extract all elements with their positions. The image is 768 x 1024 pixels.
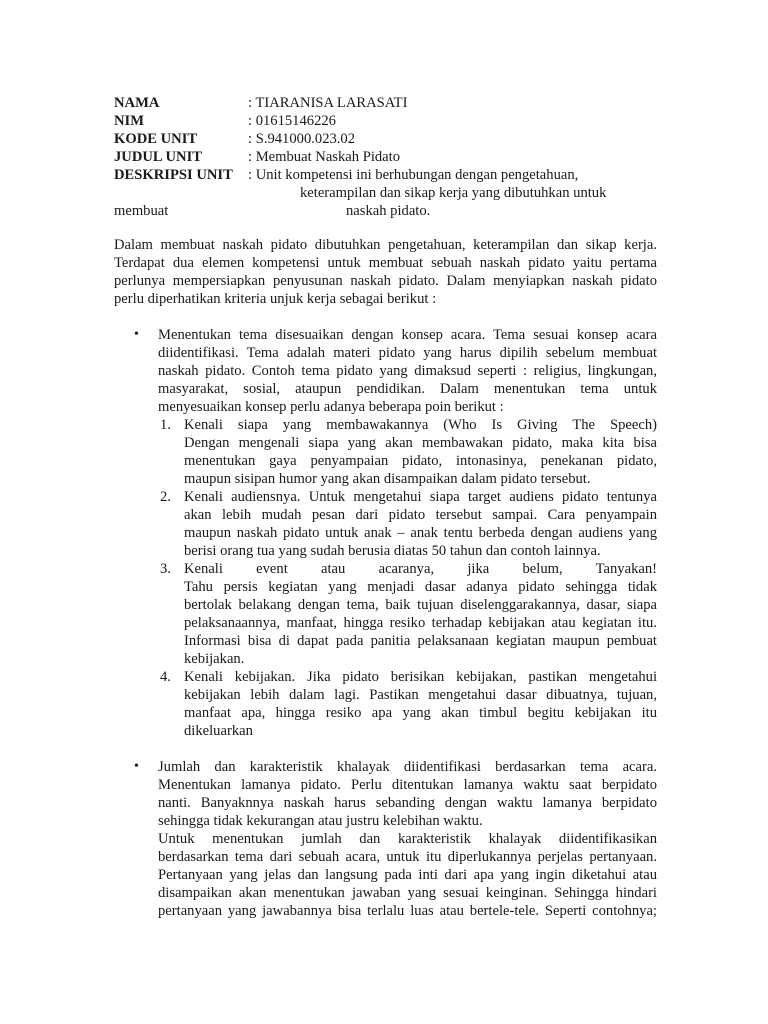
bullet-item-tema [114, 326, 657, 740]
value-kode-unit: : S.941000.023.02 [248, 131, 356, 147]
item-number: 3. [160, 561, 171, 577]
text-line: Dengan mengenali siapa yang akan membawakan pidato, maka kita bisa [184, 435, 657, 451]
text-line: perlu diperhatikan kriteria unjuk kerja sebagai berikut : [114, 291, 437, 307]
text-line: Kenali siapa yang membawakannya (Who Is Giving The Speech) [184, 417, 657, 433]
bullet-icon: • [134, 327, 139, 342]
text-line: sehingga tidak kekurangan atau justru kelebihan waktu. [158, 813, 483, 829]
deskripsi-last-word-a: membuat [114, 203, 169, 219]
text-line: akan lebih mudah pesan dari pidato tersebut sampai. Cara penyampain [184, 507, 657, 523]
text-line: masyarakat, sosial, ataupun pendidikan. Dalam menentukan tema untuk [158, 381, 657, 397]
text-line: pertanyaan yang jawabannya bisa terlalu luas atau bertele-tele. Seperti contohnya; [158, 903, 657, 919]
header-row-nim [114, 112, 659, 130]
document-body [114, 236, 657, 938]
label-judul-unit: JUDUL UNIT [114, 149, 202, 165]
text-line: menyesuaikan konsep perlu adanya beberapa poin berikut : [158, 399, 504, 415]
deskripsi-continuation: keterampilan dan sikap kerja yang dibutuhkan untuk [300, 185, 607, 201]
label-nama: NAMA [114, 95, 160, 111]
text-line: Informasi bisa di dapat pada panitia pelaksanaan kegiatan maupun pembuat [184, 633, 657, 649]
text-line: Tahu persis kegiatan yang menjadi dasar adanya pidato sehingga tidak [184, 579, 657, 595]
header-row-deskripsi-unit [114, 166, 659, 184]
bullet-item-khalayak [114, 758, 657, 920]
deskripsi-last-word-b: naskah pidato. [346, 203, 431, 219]
bullet-icon: • [134, 759, 139, 774]
text-line: maupun sisipan humor yang akan disampaikan dalam pidato tersebut. [184, 471, 591, 487]
text-line: pelaksanaannya, manfaat, hingga resiko terhadap kebijakan atau kegiatan itu. [184, 615, 657, 631]
text-line: Dalam membuat naskah pidato dibutuhkan pengetahuan, keterampilan dan sikap kerja. [114, 237, 657, 253]
text-line: kebijakan lebih dalam lagi. Pastikan mengetahui dasar dibuatnya, tujuan, [184, 687, 657, 703]
text-line: Kenali event atau acaranya, jika belum, Tanyakan! [184, 561, 657, 577]
numbered-item-3 [158, 560, 657, 668]
text-line: naskah pidato. Contoh tema pidato yang dimaksud seperti : religius, lingkungan, [158, 363, 657, 379]
text-line: Menentukan tema disesuaikan dengan konsep acara. Tema sesuai konsep acara [158, 327, 657, 343]
text-line: berisi orang tua yang sudah berusia diatas 50 tahun dan contoh lainnya. [184, 543, 601, 559]
text-line: Pertanyaan yang jelas dan langsung pada inti dari apa yang ingin diketahui atau [158, 867, 657, 883]
text-line: dikeluarkan [184, 723, 253, 739]
text-line: manfaat apa, hingga resiko apa yang akan timbul begitu kebijakan itu [184, 705, 657, 721]
header-row-kode-unit [114, 130, 659, 148]
value-nama: : TIARANISA LARASATI [248, 95, 408, 111]
value-nim: : 01615146226 [248, 113, 336, 129]
numbered-item-1 [158, 416, 657, 488]
text-line: diidentifikasi. Tema adalah materi pidato yang harus dipilih sebelum membuat [158, 345, 657, 361]
text-line: Jumlah dan karakteristik khalayak diidentifikasi berdasarkan tema acara. [158, 759, 657, 775]
text-line: perlunya mempersiapkan penyusunan naskah pidato. Dalam menyiapkan naskah pidato [114, 273, 657, 289]
text-line: Kenali audiensnya. Untuk mengetahui siapa target audiens pidato tentunya [184, 489, 657, 505]
text-line: Menentukan lamanya pidato. Perlu ditentukan lamanya waktu saat berpidato [158, 777, 657, 793]
deskripsi-last-line [114, 202, 659, 220]
text-line: menentukan gaya penyampaian pidato, intonasinya, penekanan pidato, [184, 453, 657, 469]
value-deskripsi-unit: : Unit kompetensi ini berhubungan dengan pengetahuan, [248, 167, 579, 183]
text-line: bertolak belakang dengan tema, baik tujuan diselenggarakannya, dasar, siapa [184, 597, 657, 613]
text-line: maupun naskah pidato untuk anak – anak tentu berbeda dengan audiens yang [184, 525, 657, 541]
text-line: kebijakan. [184, 651, 245, 667]
numbered-item-4 [158, 668, 657, 740]
identity-header [114, 94, 659, 220]
item-number: 1. [160, 417, 171, 433]
label-nim: NIM [114, 113, 144, 129]
header-row-nama [114, 94, 659, 112]
numbered-list [158, 416, 657, 740]
text-line: nanti. Banyaknnya naskah harus sebanding dengan waktu lamanya berpidato [158, 795, 657, 811]
value-judul-unit: : Membuat Naskah Pidato [248, 149, 400, 165]
item-number: 2. [160, 489, 171, 505]
text-line: disampaikan akan menentukan jawaban yang sesuai keinginan. Sehingga hindari [158, 885, 657, 901]
text-line: Untuk menentukan jumlah dan karakteristik khalayak diidentifikasikan [158, 831, 657, 847]
text-line: Terdapat dua elemen kompetensi untuk membuat sebuah naskah pidato yaitu pertama [114, 255, 657, 271]
header-row-judul-unit [114, 148, 659, 166]
label-deskripsi-unit: DESKRIPSI UNIT [114, 167, 233, 183]
text-line: Kenali kebijakan. Jika pidato berisikan kebijakan, pastikan mengetahui [184, 669, 657, 685]
text-line: berdasarkan tema dari sebuah acara, untuk itu diperlukannya perjelas pertanyaan. [158, 849, 657, 865]
item-number: 4. [160, 669, 171, 685]
numbered-item-2 [158, 488, 657, 560]
intro-paragraph [114, 236, 657, 308]
label-kode-unit: KODE UNIT [114, 131, 198, 147]
